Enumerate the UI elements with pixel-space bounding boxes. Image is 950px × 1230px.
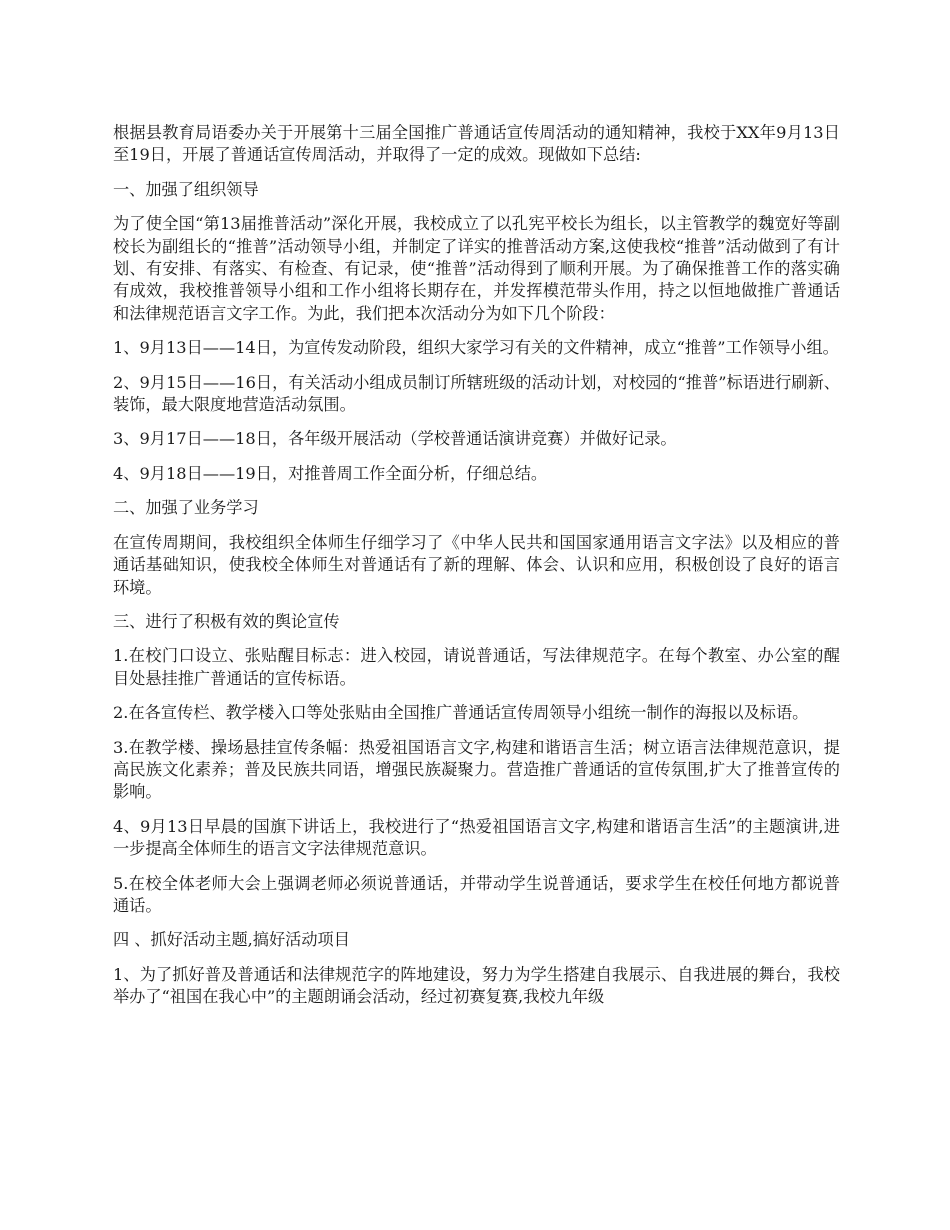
publicity-item-1: 1.在校门口设立、张贴醒目标志：进入校园，请说普通话，写法律规范字。在每个教室、办公室的醒目处悬挂推广普通话的宣传标语。 xyxy=(113,646,840,688)
document-body xyxy=(113,122,840,1009)
section-heading-3: 三、进行了积极有效的舆论宣传 xyxy=(113,611,340,631)
publicity-item-4: 4、9月13日早晨的国旗下讲话上，我校进行了“热爱祖国语言文字,构建和谐语言生活”的主题演讲,进一步提高全体师生的语言文字法律规范意识。 xyxy=(113,816,840,859)
stage-item-2: 2、9月15日——16日，有关活动小组成员制订所辖班级的活动计划，对校园的“推普”标语进行刷新、装饰，最大限度地营造活动氛围。 xyxy=(113,372,840,415)
stage-item-1: 1、9月13日——14日，为宣传发动阶段，组织大家学习有关的文件精神，成立“推普”工作领导小组。 xyxy=(113,338,839,358)
publicity-item-2: 2.在各宣传栏、教学楼入口等处张贴由全国推广普通话宣传周领导小组统一制作的海报以及标语。 xyxy=(113,703,809,723)
stage-item-4: 4、9月18日——19日，对推普周工作全面分析，仔细总结。 xyxy=(113,463,548,483)
section-heading-4: 四 、抓好活动主题,搞好活动项目 xyxy=(113,930,350,950)
activity-item-1: 1、为了抓好普及普通话和法律规范字的阵地建设，努力为学生搭建自我展示、自我进展的舞台，我校举办了“祖国在我心中”的主题朗诵会活动，经过初赛复赛,我校九年级 xyxy=(113,964,840,1007)
section-2-paragraph: 在宣传周期间，我校组织全体师生仔细学习了《中华人民共和国国家通用语言文字法》以及相应的普通话基础知识，使我校全体师生对普通话有了新的理解、体会、认识和应用，积极创设了良好的语言环境。 xyxy=(113,532,840,597)
stage-item-3: 3、9月17日——18日，各年级开展活动（学校普通话演讲竞赛）并做好记录。 xyxy=(113,429,677,449)
section-heading-1: 一、加强了组织领导 xyxy=(113,179,259,199)
publicity-item-5: 5.在校全体老师大会上强调老师必须说普通话，并带动学生说普通话，要求学生在校任何地方都说普通话。 xyxy=(113,873,840,915)
publicity-item-3: 3.在教学楼、操场悬挂宣传条幅：热爱祖国语言文字,构建和谐语言生活；树立语言法律规范意识，提高民族文化素养；普及民族共同语，增强民族凝聚力。营造推广普通话的宣传氛围,扩大了推普宣传的影响。 xyxy=(113,737,840,802)
intro-paragraph: 根据县教育局语委办关于开展第十三届全国推广普通话宣传周活动的通知精神，我校于XX年9月13日至19日，开展了普通话宣传周活动，并取得了一定的成效。现做如下总结: xyxy=(113,123,840,165)
section-1-paragraph: 为了使全国“第13届推普活动”深化开展，我校成立了以孔宪平校长为组长，以主管教学的魏宽好等副校长为副组长的“推普”活动领导小组，并制定了详实的推普活动方案,这使我校“推普”活动做到了有计划、有安排、有落实、有检查、有记录，使“推普”活动得到了顺利开展。为了确保推普工作的落实确有成效，我校推普领导小组和工作小组将长期存在，并发挥模范带头作用，持之以恒地做推广普通话和法律规范语言文字工作。为此，我们把本次活动分为如下几个阶段： xyxy=(113,214,840,323)
section-heading-2: 二、加强了业务学习 xyxy=(113,498,259,518)
